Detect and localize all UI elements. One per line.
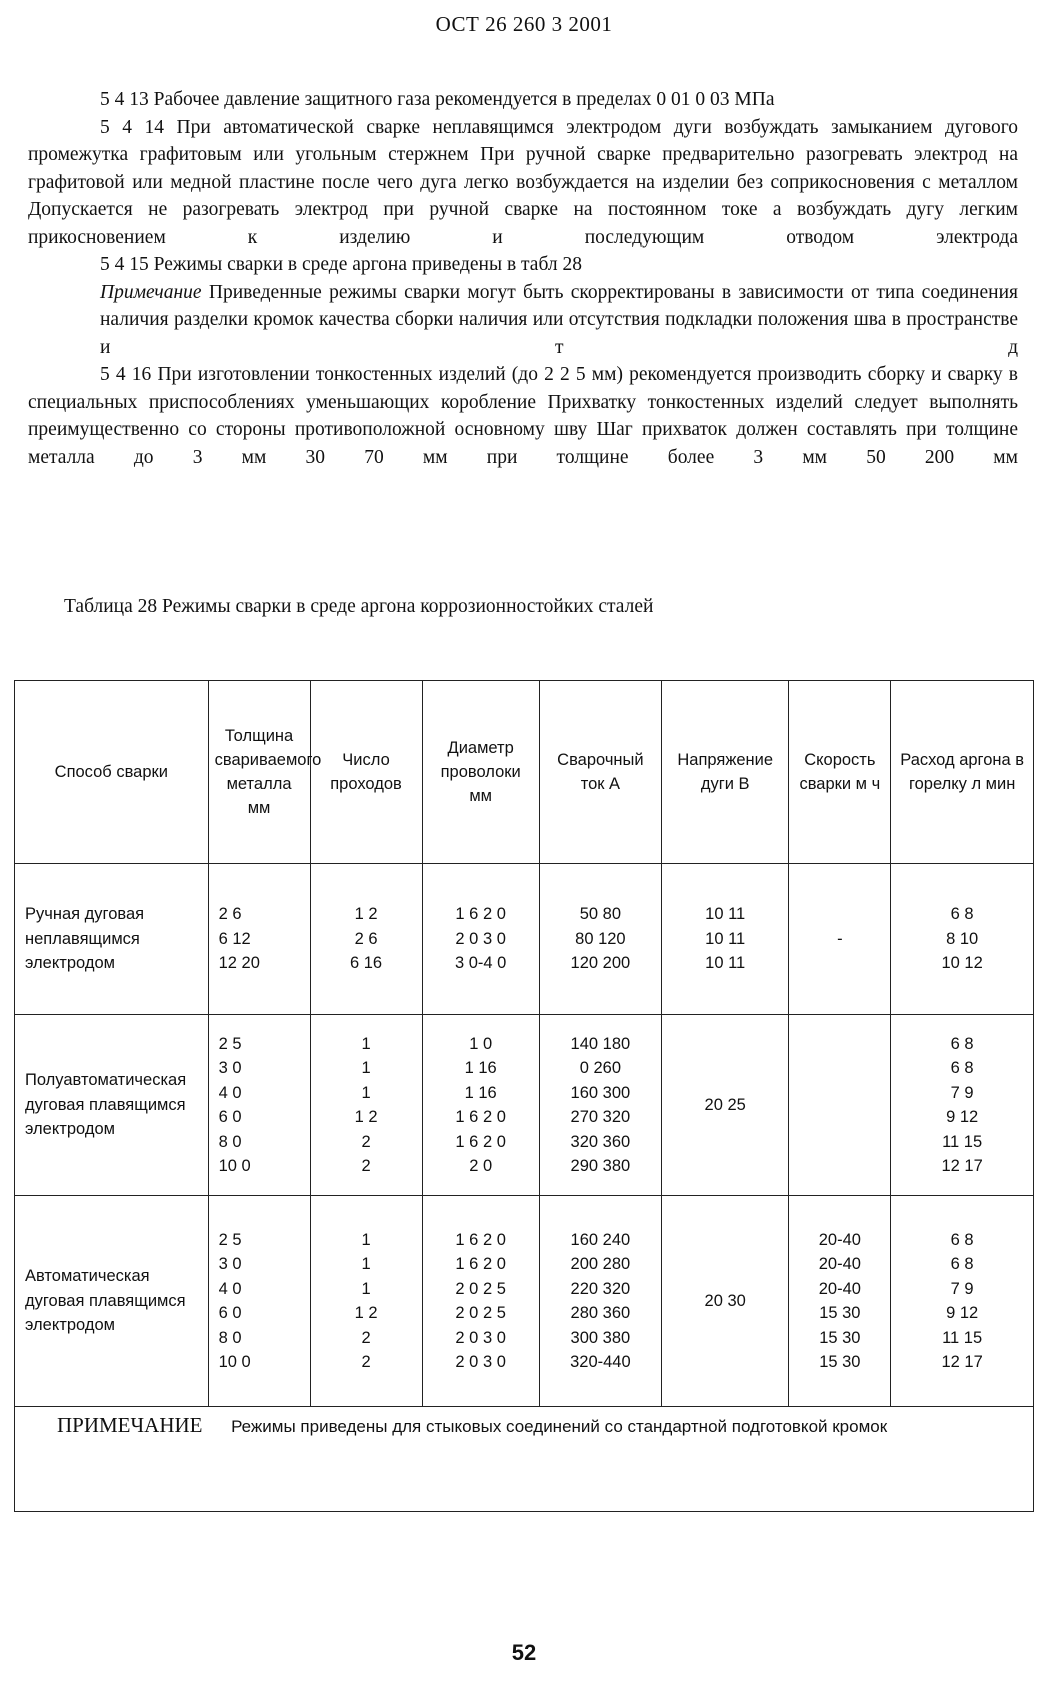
cell-current: 50 80 80 120 120 200 — [539, 864, 661, 1015]
cell-speed: - — [789, 864, 891, 1015]
header-method: Способ сварки — [15, 681, 209, 864]
welding-regimes-table — [14, 680, 1034, 1512]
header-argon-flow: Расход аргона в горелку л мин — [891, 681, 1034, 864]
header-current: Сварочный ток А — [539, 681, 661, 864]
note-text: Приведенные режимы сварки могут быть скорректированы в зависимости от типа соединения наличия разделки кромок качества сборки наличия или отсутствия подкладки положения шва в пространстве и т д — [100, 281, 1018, 358]
table-note-row — [15, 1407, 1034, 1512]
cell-argon: 6 8 6 8 7 9 9 12 11 15 12 17 — [891, 1196, 1034, 1407]
paragraph-5-4-14: 5 4 14 При автоматической сварке неплавящимся электродом дуги возбуждать замыканием дугового промежутка графитовым или угольным стержнем При ручной сварке предварительно разогревать электрод на графитовой или медной пластине после чего дуга легко возбуждается на изделии без соприкосновения с металлом Допускается не разогревать электрод при ручной сварке на постоянном токе а возбуждать дугу легким прикосновением к изделию и последующим отводом электрода — [28, 116, 1018, 248]
table-row — [15, 864, 1034, 1015]
cell-passes: 1 2 2 6 6 16 — [310, 864, 422, 1015]
cell-method: Автоматическая дуговая плавящимся электродом — [15, 1196, 209, 1407]
note-label: Примечание — [100, 281, 202, 303]
cell-passes: 1 1 1 1 2 2 2 — [310, 1015, 422, 1196]
cell-method: Ручная дуговая неплавящимся электродом — [15, 864, 209, 1015]
table-note-text: Режимы приведены для стыковых соединений со стандартной подготовкой кромок — [231, 1417, 888, 1436]
table-row — [15, 1015, 1034, 1196]
cell-method: Полуавтоматическая дуговая плавящимся электродом — [15, 1015, 209, 1196]
cell-voltage: 10 11 10 11 10 11 — [662, 864, 789, 1015]
header-speed: Скорость сварки м ч — [789, 681, 891, 864]
header-passes: Число проходов — [310, 681, 422, 864]
cell-current: 160 240 200 280 220 320 280 360 300 380 320-440 — [539, 1196, 661, 1407]
cell-thickness: 2 5 3 0 4 0 6 0 8 0 10 0 — [208, 1015, 310, 1196]
cell-argon: 6 8 8 10 10 12 — [891, 864, 1034, 1015]
body-text — [28, 86, 1018, 471]
header-thickness: Толщина свариваемого металла мм — [208, 681, 310, 864]
paragraph-5-4-15: 5 4 15 Режимы сварки в среде аргона приведены в табл 28 — [100, 254, 582, 275]
cell-thickness: 2 6 6 12 12 20 — [208, 864, 310, 1015]
cell-passes: 1 1 1 1 2 2 2 — [310, 1196, 422, 1407]
table-note-label: ПРИМЕЧАНИЕ — [57, 1413, 203, 1437]
cell-wire: 1 0 1 16 1 16 1 6 2 0 1 6 2 0 2 0 — [422, 1015, 539, 1196]
paragraph-5-4-13: 5 4 13 Рабочее давление защитного газа рекомендуется в пределах 0 01 0 03 МПа — [100, 89, 775, 110]
cell-speed — [789, 1015, 891, 1196]
page-number: 52 — [511, 1640, 537, 1665]
cell-thickness: 2 5 3 0 4 0 6 0 8 0 10 0 — [208, 1196, 310, 1407]
cell-voltage: 20 30 — [662, 1196, 789, 1407]
cell-current: 140 180 0 260 160 300 270 320 320 360 290 380 — [539, 1015, 661, 1196]
header-voltage: Напряжение дуги В — [662, 681, 789, 864]
document-code-header: ОСТ 26 260 3 2001 — [435, 12, 613, 36]
table-caption: Таблица 28 Режимы сварки в среде аргона коррозионностойких сталей — [64, 596, 654, 617]
table-note-cell — [15, 1407, 1034, 1512]
header-wire-diameter: Диаметр проволоки мм — [422, 681, 539, 864]
paragraph-note — [28, 279, 1018, 362]
table-header-row — [15, 681, 1034, 864]
cell-argon: 6 8 6 8 7 9 9 12 11 15 12 17 — [891, 1015, 1034, 1196]
cell-wire: 1 6 2 0 1 6 2 0 2 0 2 5 2 0 2 5 2 0 3 0 2 0 3 0 — [422, 1196, 539, 1407]
cell-speed: 20-40 20-40 20-40 15 30 15 30 15 30 — [789, 1196, 891, 1407]
cell-voltage: 20 25 — [662, 1015, 789, 1196]
welding-regimes-table-wrapper — [14, 680, 1034, 1512]
paragraph-5-4-16: 5 4 16 При изготовлении тонкостенных изделий (до 2 2 5 мм) рекомендуется производить сборку и сварку в специальных приспособлениях уменьшающих коробление Прихватку тонкостенных изделий следует выполнять преимущественно со стороны противоположной основному шву Шаг прихваток должен составлять при толщине металла до 3 мм 30 70 мм при толщине более 3 мм 50 200 мм — [28, 364, 1018, 468]
table-row — [15, 1196, 1034, 1407]
cell-wire: 1 6 2 0 2 0 3 0 3 0-4 0 — [422, 864, 539, 1015]
